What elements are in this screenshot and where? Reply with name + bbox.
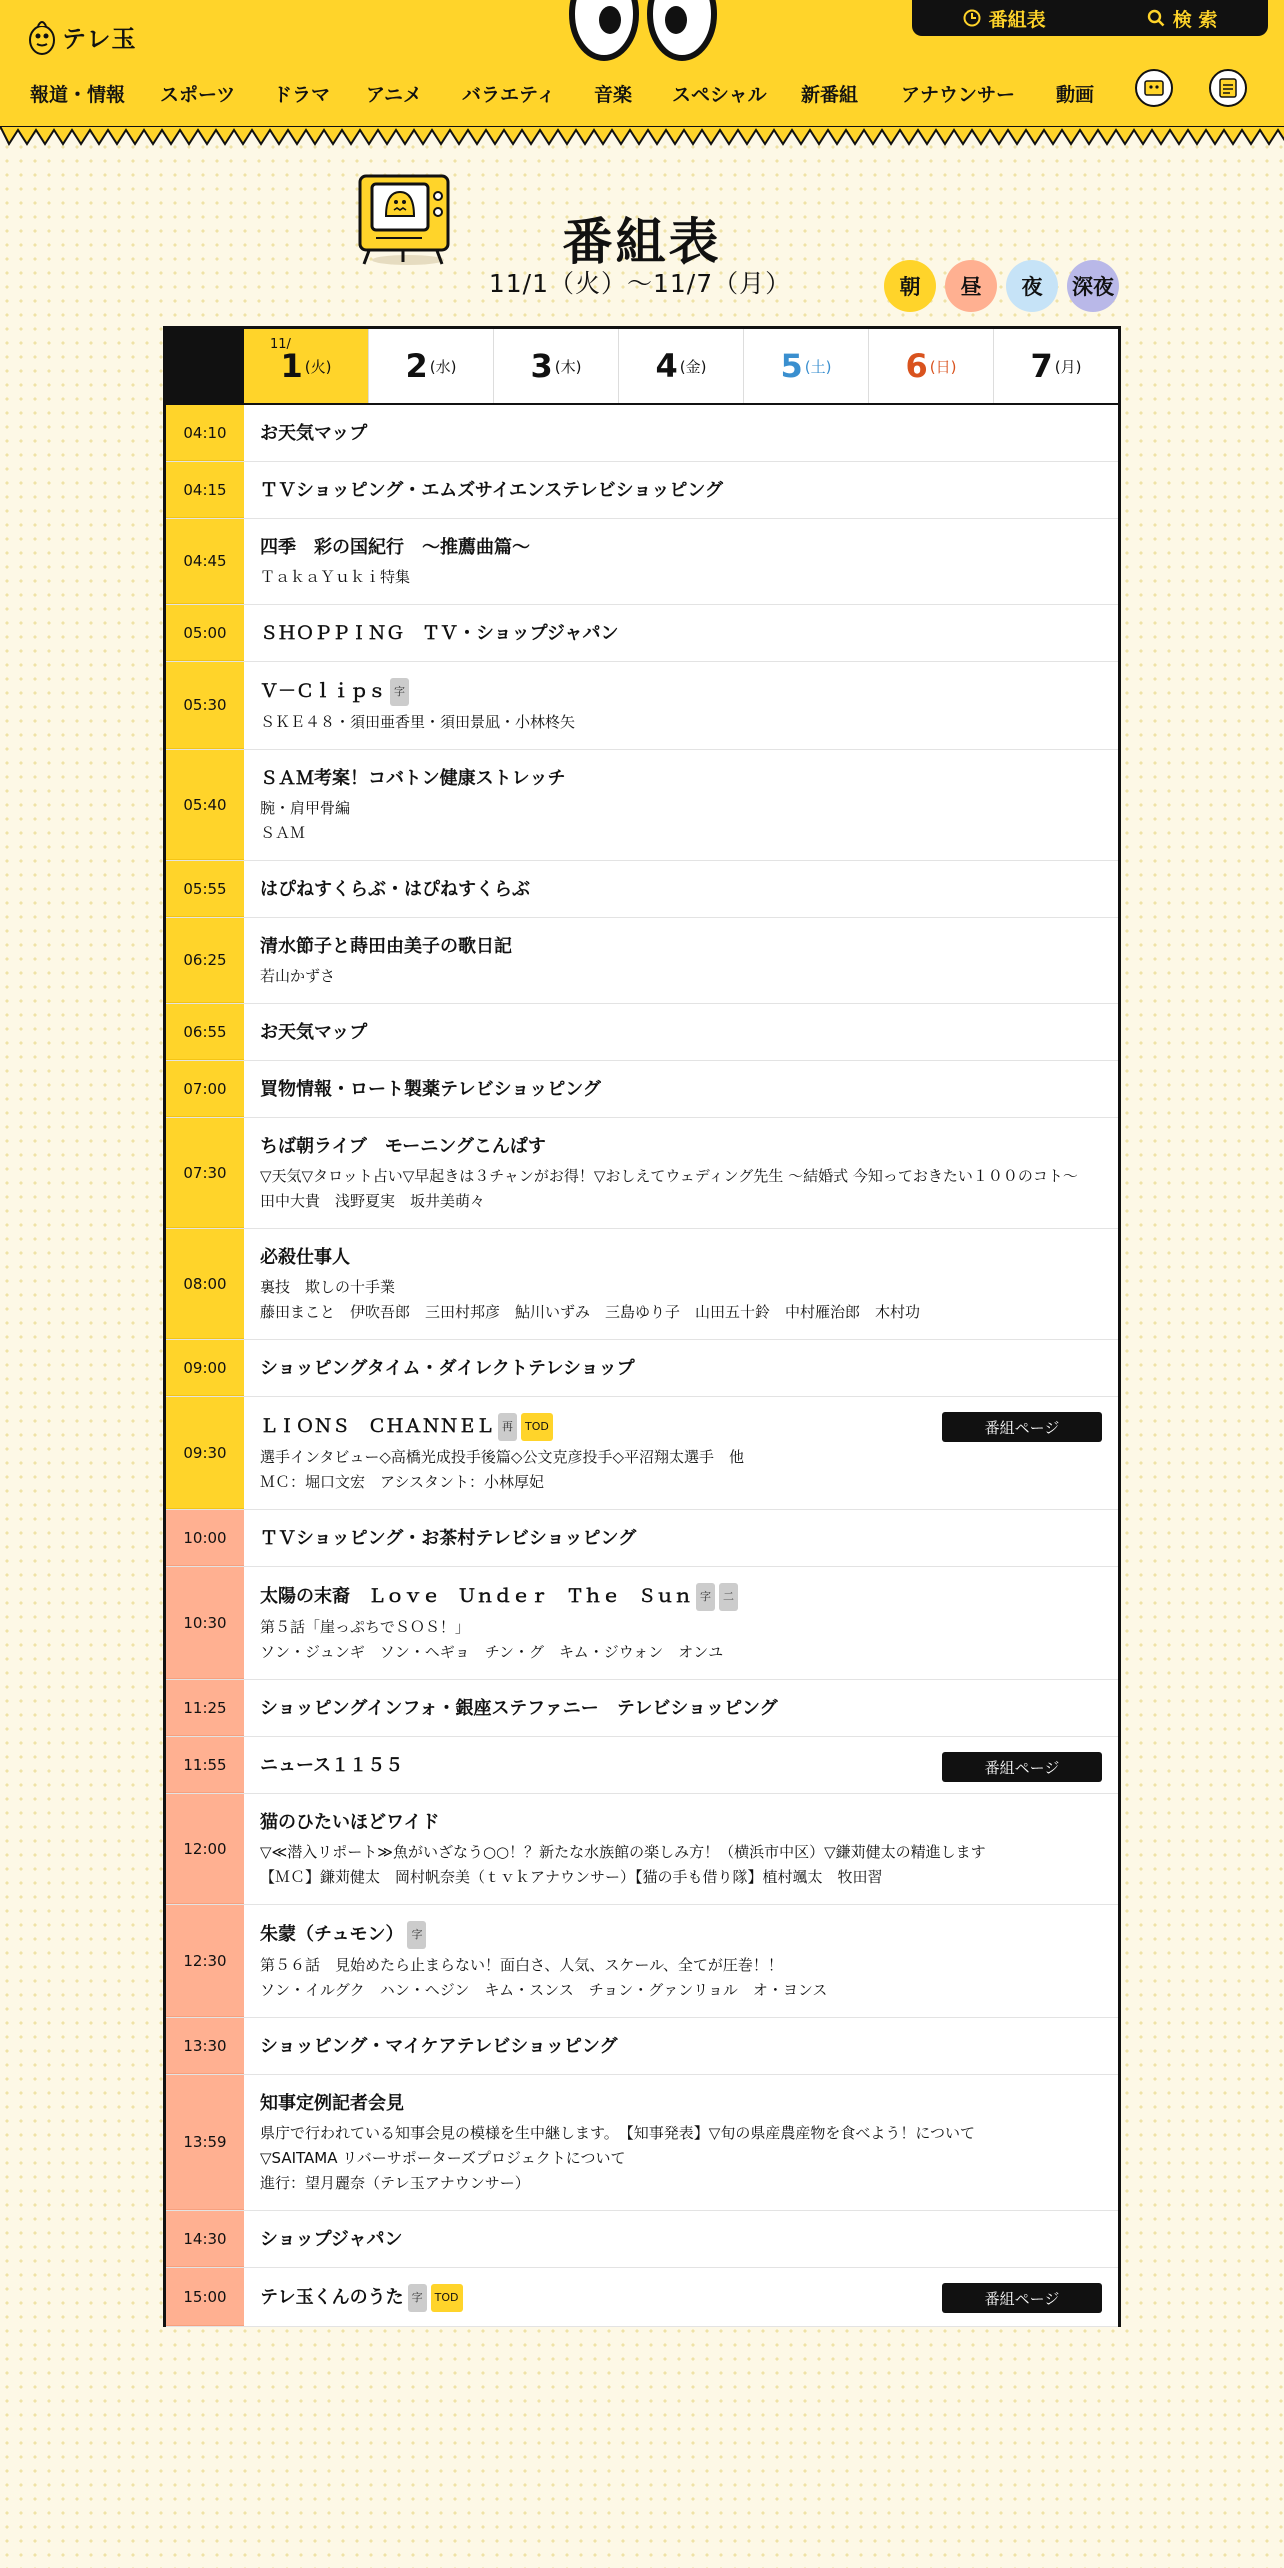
program-title-line [260, 2034, 1100, 2060]
program-tag-badge: 再 [498, 1413, 517, 1441]
teletama-mascot-icon [28, 16, 56, 56]
program-title-line [260, 1020, 1100, 1046]
program-title[interactable]: ＴＶショッピング・エムズサイエンステレビショッピング [260, 480, 723, 501]
program-time: 05:30 [166, 662, 244, 749]
day-tab-3[interactable] [493, 329, 618, 403]
program-time: 13:59 [166, 2075, 244, 2210]
logo-text: テレ玉 [62, 24, 137, 53]
day-tab-5[interactable] [743, 329, 868, 403]
program-tag-badge: 二 [719, 1583, 738, 1611]
program-title[interactable]: お天気マップ [260, 423, 368, 444]
program-title[interactable]: 必殺仕事人 [260, 1247, 350, 1268]
program-title[interactable]: 買物情報・ロート製薬テレビショッピング [260, 1079, 601, 1100]
program-title-line [260, 1077, 1100, 1103]
day-tab-1[interactable] [244, 329, 368, 403]
day-number: 5 [780, 347, 803, 385]
program-description: 若山かずさ [260, 967, 336, 985]
day-number: 1 [280, 347, 303, 385]
program-row[interactable] [166, 1737, 1118, 1794]
nav-music[interactable]: 音楽 [594, 83, 633, 106]
program-description: ＳＫＥ４８・須田亜香里・須田景凪・小林柊矢 [260, 713, 576, 731]
program-description: 田中大貴 浅野夏実 坂井美萌々 [260, 1192, 486, 1210]
tod-daytime-button[interactable]: 昼 [945, 260, 997, 312]
program-info [244, 2211, 1118, 2267]
program-info [244, 1004, 1118, 1060]
program-schedule [163, 326, 1121, 2327]
program-description: 選手インタビュー◇高橋光成投手後篇◇公文克彦投手◇平沼翔太選手 他 [260, 1448, 745, 1466]
program-time: 07:30 [166, 1118, 244, 1228]
program-description: 裏技 欺しの十手業 [260, 1278, 396, 1296]
program-row[interactable] [166, 918, 1118, 1004]
program-info [244, 605, 1118, 661]
day-number: 7 [1030, 347, 1053, 385]
program-time: 14:30 [166, 2211, 244, 2267]
program-row[interactable] [166, 2018, 1118, 2075]
program-title-line [260, 1583, 1100, 1611]
day-number: 6 [905, 347, 928, 385]
program-title[interactable]: はぴねすくらぶ・はぴねすくらぶ [260, 879, 530, 900]
program-info [244, 1737, 1118, 1793]
program-time: 11:55 [166, 1737, 244, 1793]
program-row[interactable] [166, 2075, 1118, 2211]
program-title-line [260, 2091, 1100, 2117]
schedule-button-label: 番組表 [988, 8, 1046, 31]
day-month: 11/ [270, 337, 291, 352]
program-time: 09:00 [166, 1340, 244, 1396]
program-page-button[interactable]: 番組ページ [942, 1752, 1102, 1782]
program-description: 腕・肩甲骨編 [260, 799, 351, 817]
program-description: ▽天気▽タロット占い▽早起きは３チャンがお得！▽おしえてウェディング先生 ～結婚式 今知っておきたい１００のコト～ [260, 1167, 1078, 1185]
day-weekday: (火) [304, 357, 332, 376]
day-tabs-corner [166, 329, 244, 403]
program-time: 04:10 [166, 405, 244, 461]
program-title-line [260, 1921, 1100, 1949]
day-weekday: (月) [1054, 357, 1082, 376]
program-info [244, 462, 1118, 518]
program-title-line [260, 877, 1100, 903]
tod-badge: TOD [431, 2284, 463, 2312]
program-info [244, 519, 1118, 604]
day-tab-4[interactable] [618, 329, 743, 403]
search-icon [1147, 9, 1165, 27]
program-info [244, 2075, 1118, 2210]
tod-late-night-button[interactable]: 深夜 [1067, 260, 1119, 312]
program-tag-badge: 字 [696, 1583, 715, 1611]
program-title[interactable]: テレ玉くんのうた [260, 2287, 404, 2308]
program-description: ▽≪潜入リポート≫魚がいざなう○○！？新たな水族館の楽しみ方！（横浜市中区）▽鎌苅健太の精進します [260, 1843, 986, 1861]
program-title-line [260, 1134, 1100, 1160]
program-time: 13:30 [166, 2018, 244, 2074]
program-title-line [260, 1810, 1100, 1836]
day-tab-2[interactable] [368, 329, 493, 403]
program-title[interactable]: ＳＡＭ考案！コバトン健康ストレッチ [260, 768, 566, 789]
program-time: 12:30 [166, 1905, 244, 2017]
nav-drama[interactable]: ドラマ [273, 83, 331, 106]
program-title-line [260, 1356, 1100, 1382]
program-title[interactable]: ニュース１１５５ [260, 1755, 404, 1776]
program-page-button[interactable]: 番組ページ [942, 2283, 1102, 2313]
teletama-kun-badge-icon[interactable] [1134, 68, 1174, 108]
program-row[interactable] [166, 1118, 1118, 1229]
program-info [244, 662, 1118, 749]
search-button[interactable] [1147, 5, 1218, 32]
program-time: 07:00 [166, 1061, 244, 1117]
page-title: 番組表 [562, 213, 722, 271]
nav-announcer[interactable]: アナウンサー [901, 83, 1016, 106]
program-time: 10:30 [166, 1567, 244, 1679]
program-row[interactable] [166, 605, 1118, 662]
program-row[interactable] [166, 1061, 1118, 1118]
program-title[interactable]: 清水節子と蒔田由美子の歌日記 [260, 936, 512, 957]
day-weekday: (日) [929, 357, 957, 376]
program-time: 11:25 [166, 1680, 244, 1736]
program-row[interactable] [166, 1510, 1118, 1567]
program-row[interactable] [166, 405, 1118, 462]
program-description: ▽SAITAMA リバーサポーターズプロジェクトについて [260, 2149, 626, 2167]
program-row[interactable] [166, 462, 1118, 519]
date-range: 11/1（火）〜11/7（月） [488, 269, 792, 298]
program-title[interactable]: 朱蒙（チュモン） [260, 1924, 404, 1945]
program-description: 県庁で行われている知事会見の模様を生中継します。 【知事発表】▽旬の県産農産物を食べよう！について [260, 2124, 976, 2142]
program-description: ソン・ジュンギ ソン・ヘギョ チン・グ キム・ジウォン オンユ [260, 1643, 724, 1661]
program-title-line [260, 678, 1100, 706]
tod-morning-button[interactable]: 朝 [884, 260, 936, 312]
program-title[interactable]: ショッピングインフォ・銀座ステファニー テレビショッピング [260, 1698, 778, 1719]
program-row[interactable] [166, 1794, 1118, 1905]
program-row[interactable] [166, 861, 1118, 918]
main-nav [0, 70, 1284, 116]
program-info [244, 1567, 1118, 1679]
program-description: 第５６話 見始めたら止まらない！面白さ、人気、スケール、全てが圧巻！！ [260, 1956, 783, 1974]
program-row[interactable] [166, 1680, 1118, 1737]
program-row[interactable] [166, 2211, 1118, 2268]
day-weekday: (土) [804, 357, 832, 376]
day-number: 2 [405, 347, 428, 385]
program-time: 04:45 [166, 519, 244, 604]
program-title[interactable]: ショッピングタイム・ダイレクトテレショップ [260, 1358, 635, 1379]
top-button-bar [912, 0, 1268, 36]
program-list [166, 405, 1118, 2327]
program-title[interactable]: ショップジャパン [260, 2229, 403, 2250]
program-row[interactable] [166, 750, 1118, 861]
program-info [244, 1118, 1118, 1228]
program-row[interactable] [166, 1397, 1118, 1510]
schedule-button[interactable] [963, 5, 1046, 32]
site-header [0, 0, 1284, 130]
program-row[interactable] [166, 2268, 1118, 2327]
program-title-line [260, 535, 1100, 561]
day-number: 3 [530, 347, 553, 385]
program-row[interactable] [166, 1229, 1118, 1340]
program-row[interactable] [166, 519, 1118, 605]
day-tab-6[interactable] [868, 329, 993, 403]
program-time: 05:55 [166, 861, 244, 917]
program-info [244, 1340, 1118, 1396]
program-time: 15:00 [166, 2268, 244, 2326]
program-title-line [260, 1696, 1100, 1722]
day-tabs [166, 329, 1118, 405]
program-info [244, 750, 1118, 860]
day-weekday: (木) [554, 357, 582, 376]
program-time: 10:00 [166, 1510, 244, 1566]
clock-icon [963, 9, 981, 27]
program-title[interactable]: ＬＩＯＮＳ ＣＨＡＮＮＥＬ [260, 1416, 494, 1437]
program-time: 08:00 [166, 1229, 244, 1339]
day-number: 4 [655, 347, 678, 385]
program-info [244, 918, 1118, 1003]
tv-mascot-icon [350, 168, 460, 268]
program-title-line [260, 934, 1100, 960]
program-title-line [260, 621, 1100, 647]
program-row[interactable] [166, 1905, 1118, 2018]
program-time: 04:15 [166, 462, 244, 518]
program-description: 藤田まこと 伊吹吾郎 三田村邦彦 鮎川いずみ 三島ゆり子 山田五十鈴 中村雁治郎 木村功 [260, 1303, 921, 1321]
program-row[interactable] [166, 1567, 1118, 1680]
program-info [244, 1905, 1118, 2017]
program-title-line [260, 2227, 1100, 2253]
nav-special[interactable]: スペシャル [672, 83, 767, 106]
program-row[interactable] [166, 662, 1118, 750]
program-title[interactable]: 知事定例記者会見 [260, 2093, 404, 2114]
mascot-eyes-icon [568, 0, 718, 62]
program-title[interactable]: お天気マップ [260, 1022, 368, 1043]
program-title-line [260, 1245, 1100, 1271]
program-info [244, 861, 1118, 917]
day-weekday: (金) [679, 357, 707, 376]
program-title[interactable]: ＳＨＯＰＰＩＮＧ ＴＶ・ショップジャパン [260, 623, 619, 644]
program-info [244, 405, 1118, 461]
program-description: 進行：望月麗奈（テレ玉アナウンサー） [260, 2174, 530, 2192]
program-description: 第５話「崖っぷちでＳＯＳ！」 [260, 1618, 470, 1636]
program-title[interactable]: 太陽の末裔 Ｌｏｖｅ Ｕｎｄｅｒ Ｔｈｅ Ｓｕｎ [260, 1586, 692, 1607]
program-title[interactable]: 四季 彩の国紀行 ～推薦曲篇～ [260, 537, 530, 558]
teletama-kun-baito-badge-icon[interactable] [1208, 68, 1248, 108]
program-info [244, 1397, 1118, 1509]
nav-variety[interactable]: バラエティ [462, 83, 556, 106]
program-description: ソン・イルグク ハン・ヘジン キム・スンス チョン・グァンリョル オ・ヨンス [260, 1981, 828, 1999]
program-title[interactable]: ショッピング・マイケアテレビショッピング [260, 2036, 618, 2057]
nav-new-programs[interactable]: 新番組 [801, 83, 859, 106]
program-info [244, 1229, 1118, 1339]
program-title-line [260, 1526, 1100, 1552]
program-title-line [260, 478, 1100, 504]
program-title-line [260, 421, 1100, 447]
program-time: 09:30 [166, 1397, 244, 1509]
program-page-button[interactable]: 番組ページ [942, 1412, 1102, 1442]
program-title[interactable]: ＴＶショッピング・お茶村テレビショッピング [260, 1528, 637, 1549]
program-info [244, 1061, 1118, 1117]
program-tag-badge: 字 [407, 1921, 426, 1949]
tod-badge: TOD [521, 1413, 553, 1441]
program-info [244, 1510, 1118, 1566]
program-description: ＳＡＭ [260, 824, 306, 842]
program-time: 12:00 [166, 1794, 244, 1904]
program-time: 06:55 [166, 1004, 244, 1060]
program-info [244, 1794, 1118, 1904]
program-time: 06:25 [166, 918, 244, 1003]
nav-video[interactable]: 動画 [1056, 83, 1095, 106]
program-info [244, 2268, 1118, 2326]
site-logo[interactable] [28, 14, 137, 58]
day-tab-7[interactable] [993, 329, 1118, 403]
nav-anime[interactable]: アニメ [366, 83, 423, 106]
program-tag-badge: 字 [390, 678, 409, 706]
program-time: 05:40 [166, 750, 244, 860]
tod-night-button[interactable]: 夜 [1006, 260, 1058, 312]
search-button-label: 検 索 [1172, 8, 1218, 31]
program-title[interactable]: Ｖ－Ｃｌｉｐｓ [260, 681, 386, 702]
program-description: ＴａｋａＹｕｋｉ特集 [260, 568, 411, 586]
nav-news[interactable]: 報道・情報 [30, 83, 126, 106]
day-weekday: (水) [429, 357, 457, 376]
nav-sports[interactable]: スポーツ [160, 83, 236, 106]
program-description: ＭＣ：堀口文宏 アシスタント：小林厚妃 [260, 1473, 544, 1491]
program-time: 05:00 [166, 605, 244, 661]
program-description: 【ＭＣ】鎌苅健太 岡村帆奈美（ｔｖｋアナウンサー）【猫の手も借り隊】植村颯太 牧田習 [260, 1868, 883, 1886]
program-info [244, 2018, 1118, 2074]
program-title-line [260, 766, 1100, 792]
program-title[interactable]: ちば朝ライブ モーニングこんぱす [260, 1136, 546, 1157]
program-row[interactable] [166, 1340, 1118, 1397]
header-zigzag-edge [0, 126, 1284, 148]
program-info [244, 1680, 1118, 1736]
program-title[interactable]: 猫のひたいほどワイド [260, 1812, 440, 1833]
program-row[interactable] [166, 1004, 1118, 1061]
program-tag-badge: 字 [408, 2284, 427, 2312]
